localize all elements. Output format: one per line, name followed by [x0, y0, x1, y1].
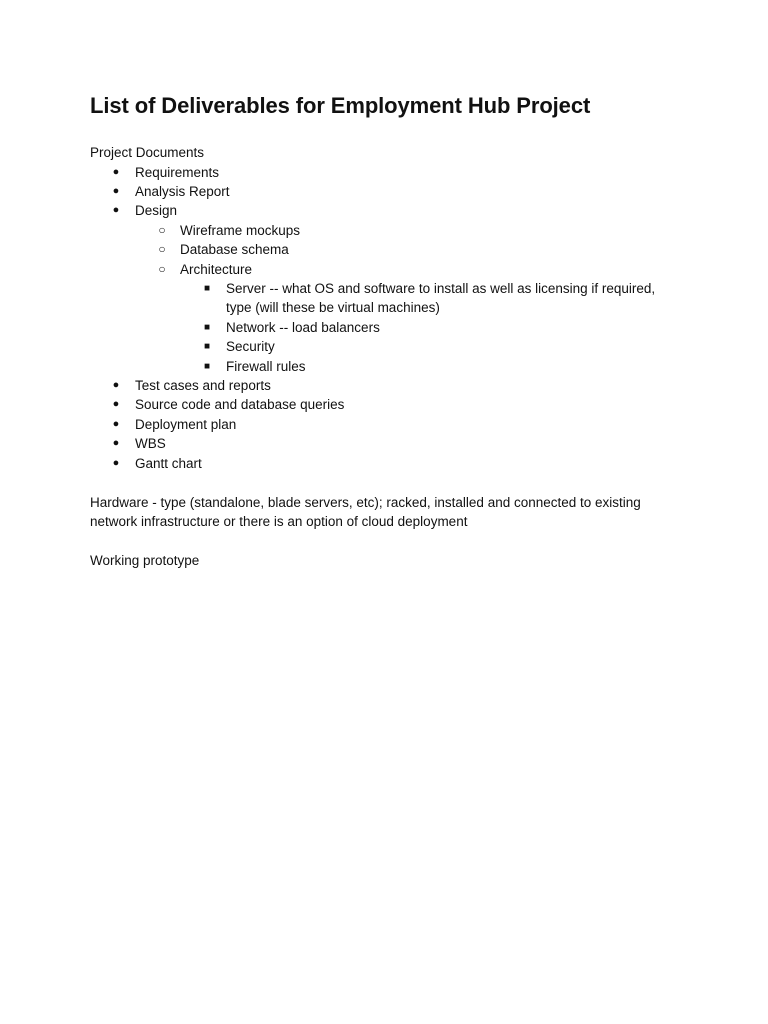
list-item-label: Source code and database queries: [135, 397, 345, 413]
bullet-filled-circle: ●: [112, 417, 120, 430]
bullet-hollow-circle: ○: [158, 242, 166, 257]
list-item-label: Design: [135, 203, 178, 219]
list-item-label: Wireframe mockups: [180, 222, 301, 238]
deliverables-list: [0, 163, 768, 474]
list-item-label: Firewall rules: [226, 358, 306, 374]
bullet-filled-circle: ●: [112, 437, 120, 450]
bullet-square: ■: [203, 321, 211, 333]
list-item-test-cases: [0, 376, 768, 395]
list-item-label: Security: [226, 339, 275, 355]
bullet-filled-circle: ●: [112, 378, 120, 391]
bullet-square: ■: [203, 341, 211, 353]
list-item-label: Gantt chart: [135, 455, 202, 471]
list-item-wireframe-mockups: [0, 221, 768, 240]
list-item-label: Test cases and reports: [135, 377, 271, 393]
bullet-filled-circle: ●: [112, 204, 120, 217]
bullet-filled-circle: ●: [112, 165, 120, 178]
list-item-design: [0, 201, 768, 220]
list-item-label: Requirements: [135, 164, 220, 180]
list-item-database-schema: [0, 240, 768, 259]
bullet-filled-circle: ●: [112, 184, 120, 197]
list-item-network: [0, 318, 768, 337]
list-item-gantt-chart: [0, 454, 768, 473]
list-item-label: Network -- load balancers: [226, 319, 380, 335]
section-label-project-documents: Project Documents: [90, 145, 205, 160]
list-item-source-code: [0, 395, 768, 414]
bullet-hollow-circle: ○: [158, 261, 166, 276]
list-item-firewall-rules: [0, 357, 768, 376]
bullet-square: ■: [203, 360, 211, 372]
list-item-architecture: [0, 260, 768, 279]
document-title: List of Deliverables for Employment Hub Project: [90, 93, 591, 118]
bullet-square: ■: [203, 282, 211, 294]
list-item-deployment-plan: [0, 415, 768, 434]
list-item-label: Server -- what OS and software to install as well as licensing if required, type (will these be virtual machines): [226, 280, 656, 316]
list-item-label: WBS: [135, 436, 166, 452]
list-item-wbs: [0, 434, 768, 453]
hardware-paragraph: Hardware - type (standalone, blade servers, etc); racked, installed and connected to existing network infrastructure or there is an option of cloud deployment: [90, 495, 641, 530]
list-item-label: Analysis Report: [135, 183, 230, 199]
list-item-security: [0, 337, 768, 356]
bullet-filled-circle: ●: [112, 398, 120, 411]
list-item-label: Architecture: [180, 261, 253, 277]
list-item-server: [0, 279, 768, 318]
list-item-requirements: [0, 163, 768, 182]
list-item-label: Deployment plan: [135, 416, 237, 432]
list-item-label: Database schema: [180, 242, 289, 258]
bullet-filled-circle: ●: [112, 456, 120, 469]
bullet-hollow-circle: ○: [158, 222, 166, 237]
list-item-analysis-report: [0, 182, 768, 201]
prototype-paragraph: Working prototype: [90, 553, 200, 568]
